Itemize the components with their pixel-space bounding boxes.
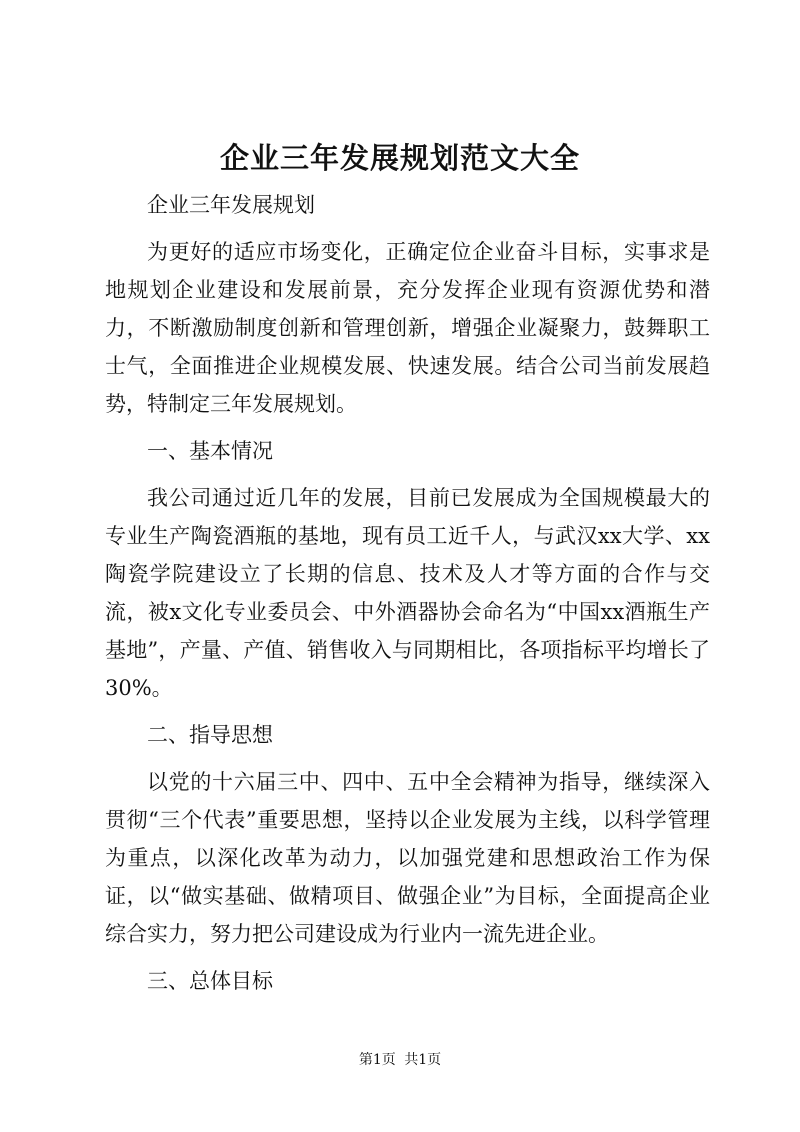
document-subtitle: 企业三年发展规划 — [147, 193, 315, 217]
document-title: 企业三年发展规划范文大全 — [219, 141, 580, 175]
section-heading-guiding-ideology: 二、指导思想 — [147, 723, 273, 747]
document-body — [105, 186, 710, 1009]
section-paragraph-basic-situation: 我公司通过近几年的发展，目前已发展成为全国规模最大的专业生产陶瓷酒瓶的基地，现有员工近千人，与武汉xx大学、xx陶瓷学院建设立了长期的信息、技术及人才等方面的合作与交流，被x文化专业委员会、中外酒器协会命名为“中国xx酒瓶生产基地”，产量、产值、销售收入与同期相比，各项指标平均增长了30%。 — [105, 486, 710, 700]
section-heading-overall-goal: 三、总体目标 — [147, 969, 273, 993]
section-paragraph-guiding-ideology: 以党的十六届三中、四中、五中全会精神为指导，继续深入贯彻“三个代表”重要思想，坚持以企业发展为主线，以科学管理为重点，以深化改革为动力，以加强党建和思想政治工作为保证，以“做实基础、做精项目、做强企业”为目标，全面提高企业综合实力，努力把公司建设成为行业内一流先进企业。 — [105, 770, 710, 946]
page-total: 共1页 — [404, 1052, 442, 1068]
page-footer — [0, 1050, 800, 1070]
section-heading-basic-situation: 一、基本情况 — [147, 439, 273, 463]
intro-paragraph: 为更好的适应市场变化，正确定位企业奋斗目标，实事求是地规划企业建设和发展前景，充分发挥企业现有资源优势和潜力，不断激励制度创新和管理创新，增强企业凝聚力，鼓舞职工士气，全面推进企业规模发展、快速发展。结合公司当前发展趋势，特制定三年发展规划。 — [105, 240, 710, 416]
page-number: 第1页 — [358, 1052, 396, 1068]
